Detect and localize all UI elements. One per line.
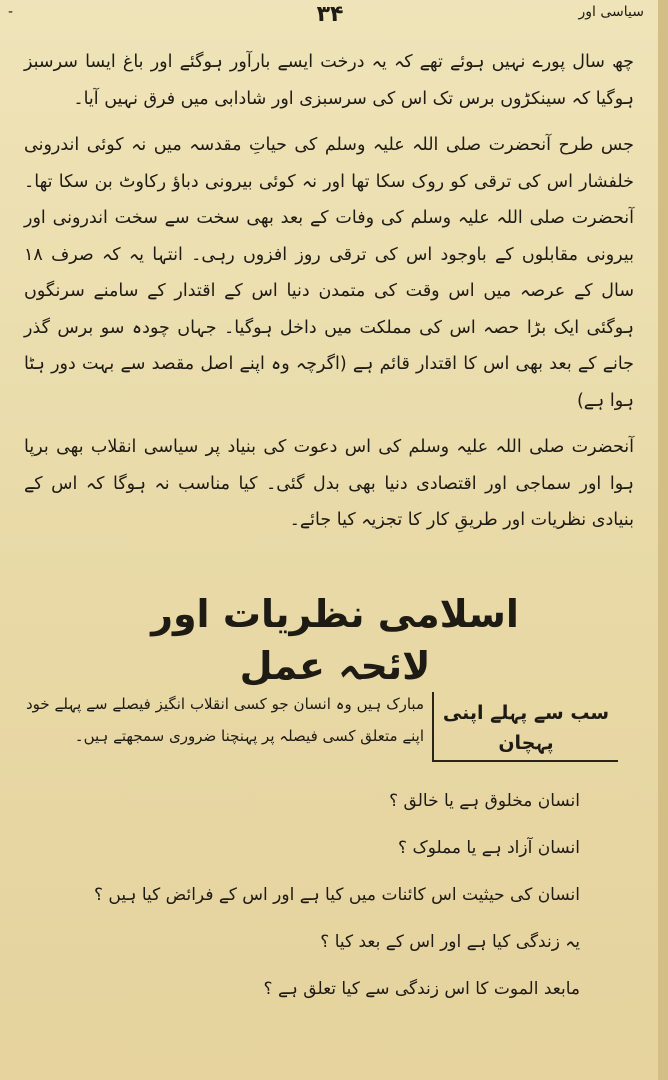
question-item: یہ زندگی کیا ہے اور اس کے بعد کیا ؟ (320, 932, 580, 952)
question-item: انسان کی حیثیت اس کائنات میں کیا ہے اور اس کے فرائض کیا ہیں ؟ (93, 885, 580, 905)
paragraph: جس طرح آنحضرت صلی اللہ علیہ وسلم کی حیاتِ مقدسہ میں نہ کوئی اندرونی خلفشار اس کی ترقی کو روک سکا تھا اور نہ کوئی بیرونی دباؤ رکاوٹ بن سکا تھا۔ آنحضرت صلی اللہ علیہ وسلم کی وفات کے بعد بھی سخت سے سخت اندرونی اور بیرونی مقابلوں کے باوجود اس کی ترقی روز افزوں رہی۔ انتہا یہ کہ صرف ۱۸ سال کے عرصہ میں اس وقت کی متمدن دنیا اس کے اقتدار کے سامنے سرنگوں ہوگئی ایک بڑا حصہ اس کی مملکت میں داخل ہوگیا۔ جہاں چودہ سو برس گذر جانے کے بعد بھی اس کا اقتدار قائم ہے (اگرچہ وہ اپنے اصل مقصد سے بہت دور ہٹا ہوا ہے) (24, 135, 634, 411)
question-item: انسان آزاد ہے یا مملوک ؟ (398, 838, 580, 858)
running-title: سیاسی اور (578, 4, 644, 20)
question-list (93, 778, 580, 1013)
paragraph: آنحضرت صلی اللہ علیہ وسلم کی اس دعوت کی بنیاد پر سیاسی انقلاب بھی برپا ہوا اور سماجی اور اقتصادی دنیا بھی بدل گئی۔ کیا مناسب نہ ہوگا کہ اس کے بنیادی نظریات اور طریقِ کار کا تجزیہ کیا جائے۔ (24, 437, 634, 530)
question-item: انسان مخلوق ہے یا خالق ؟ (389, 791, 580, 811)
page-number: ۳۴ (316, 2, 344, 27)
section-title: اسلامی نظریات اور لائحہ عمل (151, 592, 519, 688)
page-header (0, 0, 668, 40)
page-edge (658, 0, 668, 1080)
boxed-heading: سب سے پہلے اپنی پہچان (432, 692, 618, 762)
paragraph: چھ سال پورے نہیں ہوئے تھے کہ یہ درخت ایسے بارآور ہوگئے اور باغ ایسا سرسبز ہوگیا کہ سینکڑوں برس تک اس کی سرسبزی اور شادابی میں فرق نہیں آیا۔ (24, 52, 634, 109)
boxed-heading-text: مبارک ہیں وہ انسان جو کسی انقلاب انگیز فیصلے سے پہلے خود اپنے متعلق کسی فیصلہ پر پہنچنا ضروری سمجھتے ہیں۔ (26, 695, 424, 745)
question-item: مابعد الموت کا اس زندگی سے کیا تعلق ہے ؟ (263, 979, 580, 999)
corner-mark: - (8, 4, 14, 20)
body-text (24, 44, 634, 549)
